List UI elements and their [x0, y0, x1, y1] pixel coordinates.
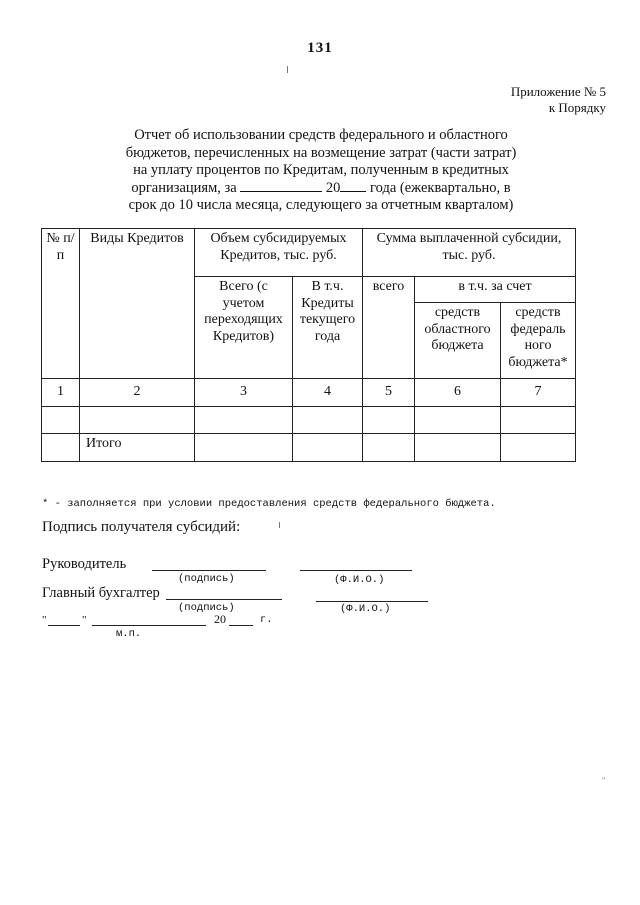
accountant-name-caption: (Ф.И.О.)	[340, 603, 391, 615]
appendix-line-2: к Порядку	[548, 100, 606, 115]
title-year-prefix: 20	[325, 179, 341, 196]
table-cell[interactable]	[415, 434, 501, 462]
date-quote-close: "	[82, 614, 87, 626]
year-blank[interactable]	[340, 180, 366, 192]
column-number: 1	[42, 379, 80, 407]
header-current-year: В т.ч. Кредиты текущего года	[293, 277, 363, 379]
title-line-2: бюджетов, перечисленных на возмещение затрат (части затрат)	[125, 144, 517, 161]
date-year-prefix: 20	[214, 612, 226, 626]
table-cell[interactable]	[501, 407, 576, 434]
page-number: 131	[307, 40, 333, 56]
column-number: 2	[80, 379, 195, 407]
header-number: № п/п	[42, 229, 80, 379]
table-cell[interactable]	[293, 434, 363, 462]
head-name-line[interactable]	[300, 570, 412, 571]
head-name-caption: (Ф.И.О.)	[334, 574, 385, 586]
appendix-line-1: Приложение № 5	[510, 84, 606, 99]
scan-mark	[279, 522, 280, 528]
table-cell[interactable]	[195, 407, 293, 434]
column-number: 4	[293, 379, 363, 407]
column-number: 6	[415, 379, 501, 407]
title-line-4-end: года (ежеквартально, в	[370, 179, 511, 196]
scan-mark	[287, 66, 288, 73]
report-title	[100, 127, 542, 215]
accountant-name-line[interactable]	[316, 601, 428, 602]
column-number: 5	[363, 379, 415, 407]
period-blank[interactable]	[240, 180, 322, 192]
header-federal-budget: средств федераль ного бюджета*	[501, 303, 576, 379]
table-cell[interactable]	[501, 434, 576, 462]
title-line-1: Отчет об использовании средств федерального и областного	[134, 127, 508, 143]
head-signature-line[interactable]	[152, 570, 266, 571]
title-line-4-start: организациям, за	[131, 179, 237, 196]
header-total: всего	[363, 277, 415, 379]
table-cell[interactable]	[293, 407, 363, 434]
table-cell[interactable]	[363, 434, 415, 462]
header-subsidy-paid: Сумма выплаченной субсидии, тыс. руб.	[363, 229, 576, 277]
accountant-signature-line[interactable]	[166, 599, 282, 600]
header-credit-volume: Объем субсидируемых Кредитов, тыс. руб.	[195, 229, 363, 277]
table-cell[interactable]	[363, 407, 415, 434]
header-credit-types: Виды Кредитов	[80, 229, 195, 379]
appendix-note	[511, 84, 606, 116]
date-year-suffix: г.	[260, 614, 273, 626]
header-regional-budget: средств областного бюджета	[415, 303, 501, 379]
column-number: 7	[501, 379, 576, 407]
title-line-4	[100, 180, 542, 198]
stamp-place: м.п.	[116, 628, 142, 640]
head-signature-caption: (подпись)	[178, 573, 235, 585]
scan-mark: "	[602, 776, 606, 785]
table-cell[interactable]	[195, 434, 293, 462]
head-label: Руководитель	[42, 556, 127, 572]
date-day-line[interactable]	[48, 625, 80, 626]
total-label: Итого	[80, 434, 195, 462]
title-line-5: срок до 10 числа месяца, следующего за отчетным кварталом)	[128, 197, 514, 214]
empty-data-row	[42, 407, 576, 434]
header-total-including: Всего (с учетом переходящих Кредитов)	[195, 277, 293, 379]
table-cell[interactable]	[415, 407, 501, 434]
table-cell[interactable]	[42, 407, 80, 434]
date-year-line[interactable]	[229, 625, 253, 626]
column-number-row	[42, 379, 576, 407]
footnote: * - заполняется при условии предоставления средств федерального бюджета.	[42, 498, 496, 510]
header-including-account: в т.ч. за счет	[415, 277, 576, 303]
accountant-label: Главный бухгалтер	[42, 585, 160, 601]
title-line-3: на уплату процентов по Кредитам, полученным в кредитных	[133, 162, 509, 179]
date-quote-open: "	[42, 614, 47, 626]
report-table	[41, 228, 576, 462]
date-month-line[interactable]	[92, 625, 206, 626]
table-cell[interactable]	[42, 434, 80, 462]
signature-title: Подпись получателя субсидий:	[42, 519, 241, 535]
table-cell[interactable]	[80, 407, 195, 434]
column-number: 3	[195, 379, 293, 407]
accountant-signature-caption: (подпись)	[178, 602, 235, 614]
total-row	[42, 434, 576, 462]
